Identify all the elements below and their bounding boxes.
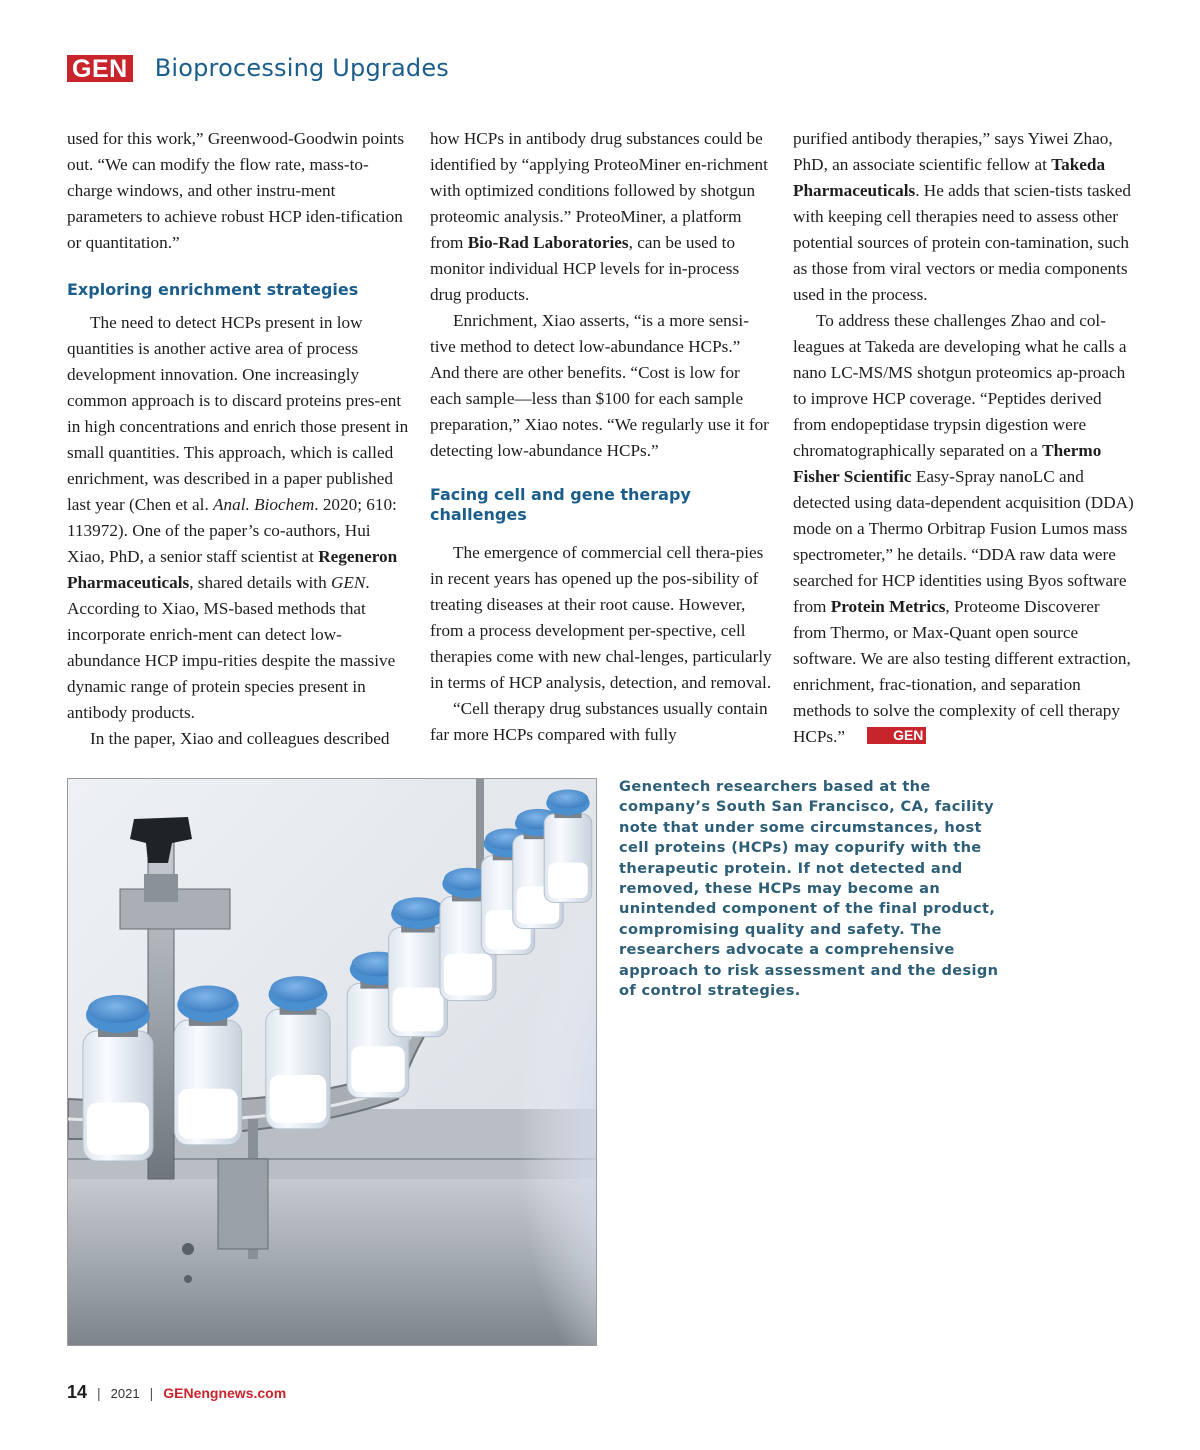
paragraph: The need to detect HCPs present in low quantities is another active area of process development innovation. One increasingly common approach is to discard proteins pres-ent in high concentrations and enrich those present in small quantities. This approach, which is called enrichment, was described in a paper published last year (Chen et al. Anal. Biochem. 2020; 610: 113972). One of the paper’s co-authors, Hui Xiao, PhD, a senior staff scientist at Regeneron Pharmaceuticals, shared details with GEN. According to Xiao, MS-based methods that incorporate enrich-ment can detect low-abundance HCP impu-rities despite the massive dynamic range of protein species present in antibody products. — [67, 313, 409, 722]
paragraph: In the paper, Xiao and colleagues described — [90, 729, 390, 748]
footer-website: GENengnews.com — [163, 1385, 287, 1401]
paragraph: The emergence of commercial cell thera-pies in recent years has opened up the pos-sibility of treating diseases at their root cause. However, from a process development per-spective, cell therapies come with new chal-lenges, particularly in terms of HCP analysis, detection, and removal. — [430, 543, 772, 692]
article-column-1 — [67, 126, 409, 752]
journal-name: Anal. Biochem — [213, 495, 315, 514]
paragraph: To address these challenges Zhao and col-leagues at Takeda are developing what he calls a nano LC-MS/MS shotgun proteomics ap-proach to improve HCP coverage. “Peptides derived from endopeptidase trypsin digestion were chromatographically separated on a Thermo Fisher Scientific Easy-Spray nanoLC and detected using data-dependent acquisition (DDA) mode on a Thermo Orbitrap Fusion Lumos mass spectrometer,” he details. “DDA raw data were searched for HCP identities using Byos software from Protein Metrics, Proteome Discoverer from Thermo, or Max-Quant open source software. We are also testing different extraction, enrichment, frac-tionation, and separation methods to solve the complexity of cell therapy HCPs.” GEN — [793, 311, 1134, 746]
page-number: 14 — [67, 1382, 88, 1402]
company-name: Thermo Fisher Scientific — [793, 441, 1102, 486]
photo-vials-on-conveyor — [67, 778, 597, 1346]
vial-3 — [266, 976, 330, 1129]
footer-year: 2021 — [110, 1386, 140, 1401]
footer-separator: | — [97, 1385, 101, 1401]
company-name: Protein Metrics — [830, 597, 946, 616]
page-header — [67, 52, 449, 84]
vial-2 — [174, 986, 241, 1145]
photo-caption: Genentech researchers based at the company’s South San Francisco, CA, facility note that under some circumstances, host cell proteins (HCPs) may copurify with the therapeutic protein. If not detected and removed, these HCPs may become an unintended component of the final product, compromising quality and safety. The researchers advocate a comprehensive approach to risk assessment and the design of control strategies. — [619, 778, 999, 1000]
company-name: Regeneron Pharmaceuticals — [67, 547, 398, 592]
paragraph: Enrichment, Xiao asserts, “is a more sensi-tive method to detect low-abundance HCPs.” And there are other benefits. “Cost is low for each sample—less than $100 for each sample preparation,” Xiao notes. “We regularly use it for detecting low-abundance HCPs.” — [430, 311, 769, 460]
article-column-3 — [793, 126, 1135, 750]
paragraph: how HCPs in antibody drug substances could be identified by “applying ProteoMiner en-richment with optimized conditions followed by shotgun proteomic analysis.” ProteoMiner, a platform from Bio-Rad Laboratories, can be used to monitor individual HCP levels for in-process drug products. — [430, 129, 768, 304]
company-name: Bio-Rad Laboratories — [467, 233, 629, 252]
paragraph: “Cell therapy drug substances usually contain far more HCPs compared with fully — [430, 699, 768, 744]
company-name: Takeda Pharmaceuticals — [793, 155, 1106, 200]
publication-name: GEN — [330, 573, 366, 592]
footer-separator: | — [149, 1385, 154, 1401]
subheading-cell-gene-therapy: Facing cell and gene therapy challenges — [430, 485, 691, 524]
page-footer — [67, 1382, 286, 1403]
vial-1 — [83, 995, 153, 1161]
article-column-2 — [430, 126, 772, 748]
paragraph: purified antibody therapies,” says Yiwei Zhao, PhD, an associate scientific fellow at Takeda Pharmaceuticals. He adds that scien-tists tasked with keeping cell therapies need to assess other potential sources of protein con-tamination, such as those from viral vectors or media components used in the process. — [793, 129, 1131, 304]
gen-logo: GEN — [67, 55, 133, 82]
end-of-article-logo: GEN — [867, 727, 926, 744]
vial-5 — [389, 897, 448, 1036]
paragraph: used for this work,” Greenwood-Goodwin points out. “We can modify the flow rate, mass-to-charge windows, and other instru-ment parameters to achieve robust HCP iden-tification or quantitation.” — [67, 129, 405, 252]
section-title: Bioprocessing Upgrades — [154, 54, 449, 82]
subheading-enrichment: Exploring enrichment strategies — [67, 280, 359, 299]
